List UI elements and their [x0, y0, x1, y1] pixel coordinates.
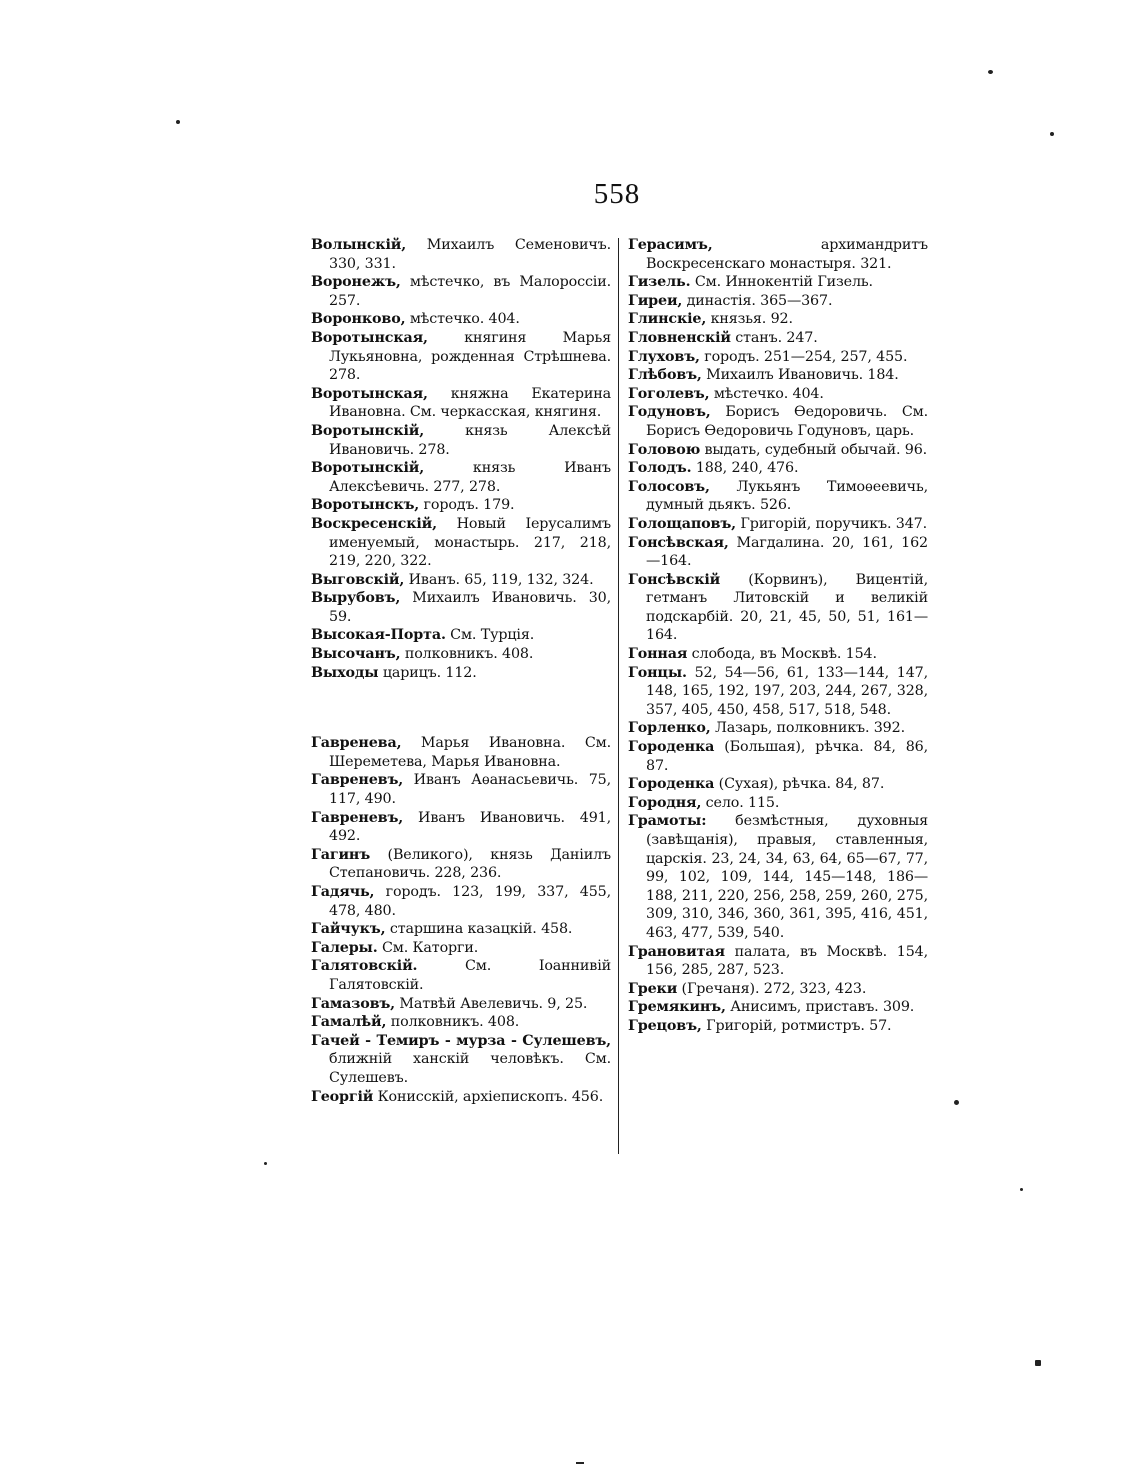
- index-headword: Георгій: [311, 1088, 374, 1105]
- index-entry-text: См. Каторги.: [377, 939, 479, 956]
- index-headword: Глинскіе,: [628, 311, 707, 328]
- index-entry-text: Лазарь, полковникъ. 392.: [710, 720, 905, 737]
- index-entry-text: царицъ. 112.: [378, 664, 477, 681]
- index-entry-text: Григорій, поручикъ. 347.: [736, 515, 928, 532]
- index-entry-text: городъ. 123, 199, 337, 455, 478, 480.: [329, 884, 611, 919]
- index-headword: Герасимъ,: [628, 237, 713, 253]
- index-entry: [628, 645, 928, 664]
- index-headword: Голощаповъ,: [628, 515, 736, 532]
- index-entry-text: городъ. 179.: [419, 497, 515, 514]
- index-entry: [628, 459, 928, 478]
- index-entry-text: Магдалина. 20, 161, 162—164.: [646, 534, 928, 570]
- index-entry-text: Иванъ Аѳанасьевичь. 75, 117, 490.: [329, 772, 611, 808]
- index-entry: [311, 589, 611, 626]
- index-headword: Городня,: [628, 794, 702, 811]
- index-entry: [628, 348, 928, 367]
- index-headword: Гоголевъ,: [628, 385, 710, 402]
- index-entry: [628, 738, 928, 775]
- index-headword: Воротынскъ,: [311, 497, 420, 514]
- index-entry-text: Лукьянъ Тимоѳеевичь, думный дьякъ. 526.: [646, 478, 928, 514]
- index-headword: Воротынская,: [311, 329, 428, 346]
- index-entry: [628, 664, 928, 720]
- index-entry-text: Конисскій, архіепископъ. 456.: [373, 1088, 604, 1105]
- index-entry-text: Анисимъ, приставъ. 309.: [725, 999, 915, 1016]
- index-entry-text: Григорій, ротмистръ. 57.: [701, 1017, 892, 1034]
- index-headword: Воротынскій,: [311, 460, 425, 477]
- index-headword: Годуновъ,: [628, 404, 711, 421]
- index-entry-text: княжна Екатерина Ивановна. См. черкасская, княгиня.: [329, 385, 611, 421]
- index-entry-text: 52, 54—56, 61, 133—144, 147, 148, 165, 192, 197, 203, 244, 267, 328, 357, 405, 450, 458, 517, 518, 548.: [646, 664, 928, 718]
- index-headword: Гагинъ: [311, 846, 371, 863]
- index-entry-text: архимандритъ Воскресенскаго монастыря. 321.: [646, 237, 928, 272]
- index-headword: Воскресенскій,: [311, 515, 437, 532]
- index-entry: [628, 534, 928, 571]
- index-entry: [311, 995, 611, 1014]
- index-headword: Волынскій,: [311, 237, 407, 253]
- index-entry-text: Михаилъ Семеновичъ. 330, 331.: [329, 237, 611, 272]
- scan-speck: [1050, 132, 1054, 136]
- index-entry-text: княгиня Марья Лукьяновна, рожденная Стрѣшнева. 278.: [329, 329, 611, 384]
- index-entry: [628, 943, 928, 980]
- index-entry: [628, 980, 928, 999]
- index-entry-text: полковникъ. 408.: [386, 1014, 520, 1031]
- index-entry: [311, 1032, 611, 1088]
- index-entry: [628, 719, 928, 738]
- index-headword: Воротынская,: [311, 385, 428, 402]
- index-headword: Городенка: [628, 739, 715, 756]
- index-entry-text: Иванъ Ивановичь. 491, 492.: [329, 809, 611, 845]
- index-headword: Городенка: [628, 776, 715, 793]
- index-entry: [628, 571, 928, 645]
- index-entry-text: мѣстечко, въ Малороссіи. 257.: [329, 274, 611, 309]
- index-headword: Гамазовъ,: [311, 995, 396, 1012]
- index-headword: Гонсѣвскій: [628, 571, 721, 588]
- index-entry-text: село. 115.: [701, 794, 780, 811]
- index-entry: [311, 273, 611, 310]
- index-entry-text: старшина казацкій. 458.: [385, 921, 573, 938]
- index-headword: Грецовъ,: [628, 1017, 702, 1034]
- page-number: 558: [593, 178, 641, 210]
- index-entry-text: Михаилъ Ивановичь. 30, 59.: [329, 590, 611, 625]
- index-headword: Гонцы.: [628, 664, 687, 681]
- index-headword: Воронково,: [311, 311, 406, 328]
- index-entry-text: См. Турція.: [445, 627, 535, 644]
- index-entry: [311, 626, 611, 645]
- index-entry-text: ближній ханскій человѣкъ. См. Сулешевъ.: [329, 1051, 611, 1086]
- index-headword: Головою: [628, 441, 701, 458]
- index-entry: [311, 771, 611, 808]
- index-headword: Гиреи,: [628, 292, 683, 309]
- index-headword: Галеры.: [311, 939, 378, 956]
- left-index-column: [311, 236, 611, 1106]
- index-entry: [628, 329, 928, 348]
- index-headword: Галятовскій.: [311, 958, 418, 975]
- index-entry-text: князь Алексѣй Ивановичь. 278.: [329, 422, 611, 458]
- index-headword: Вырубовъ,: [311, 590, 401, 607]
- index-entry: [311, 515, 611, 571]
- scan-speck: [954, 1100, 959, 1105]
- index-entry: [628, 310, 928, 329]
- index-entry: [311, 809, 611, 846]
- index-entry-text: Новый Іерусалимъ именуемый, монастырь. 217, 218, 219, 220, 322.: [329, 515, 611, 570]
- index-entry-text: См. Іоаннивій Галятовскій.: [329, 958, 611, 993]
- index-entry: [311, 236, 611, 273]
- index-headword: Грановитая: [628, 943, 725, 960]
- index-entry: [311, 734, 611, 771]
- index-headword: Гремякинъ,: [628, 999, 726, 1016]
- index-headword: Гавреневъ,: [311, 809, 404, 826]
- index-entry: [628, 292, 928, 311]
- scan-speck: [988, 70, 993, 74]
- index-entry: [628, 273, 928, 292]
- index-entry: [628, 998, 928, 1017]
- index-entry: [311, 645, 611, 664]
- index-entry: [311, 571, 611, 590]
- index-entry: [311, 957, 611, 994]
- index-entry-text: (Корвинъ), Вицентій, гетманъ Литовскій и великій подскарбій. 20, 21, 45, 50, 51, 161—164.: [646, 571, 928, 644]
- index-entry: [311, 939, 611, 958]
- index-entry: [628, 794, 928, 813]
- index-entry: [311, 385, 611, 422]
- index-entry: [628, 441, 928, 460]
- index-entry: [628, 1017, 928, 1036]
- index-entry: [628, 403, 928, 440]
- index-entry-text: безмѣстныя, духовныя (завѣщанія), правыя, ставленныя, царскія. 23, 24, 34, 63, 64, 65—67, 77, 99, 102, 109, 144, 145—148, 186—188, 211, 220, 256, 258, 259, 260, 275, 309, 310, 346, 360, 361, 395, 416, 451, 463, 477, 539, 540.: [646, 813, 928, 941]
- scan-speck: [576, 1462, 584, 1464]
- index-entry-text: (Гречаня). 272, 323, 423.: [677, 980, 867, 997]
- index-headword: Высокая-Порта.: [311, 627, 446, 644]
- index-entry-text: полковникъ. 408.: [400, 646, 534, 663]
- index-entry: [628, 478, 928, 515]
- index-headword: Гайчукъ,: [311, 921, 386, 938]
- index-entry: [311, 920, 611, 939]
- index-entry: [311, 329, 611, 385]
- index-entry: [628, 385, 928, 404]
- column-divider: [618, 238, 619, 1154]
- index-headword: Грамоты:: [628, 813, 707, 830]
- index-entry-text: династія. 365—367.: [682, 292, 833, 309]
- index-entry-text: Михаилъ Ивановичь. 184.: [701, 367, 899, 384]
- index-headword: Гавренева,: [311, 735, 402, 752]
- index-entry-text: (Великого), князь Даніилъ Степановичь. 228, 236.: [329, 846, 611, 882]
- index-entry: [311, 496, 611, 515]
- index-headword: Гадячь,: [311, 884, 375, 900]
- index-headword: Греки: [628, 980, 678, 997]
- index-headword: Гизель.: [628, 274, 691, 291]
- index-entry-text: палата, въ Москвѣ. 154, 156, 285, 287, 523.: [646, 943, 928, 979]
- index-entry-text: См. Иннокентій Гизель.: [690, 274, 873, 291]
- scan-speck: [176, 120, 180, 124]
- index-headword: Гонсѣвская,: [628, 534, 729, 551]
- index-entry-text: выдать, судебный обычай. 96.: [700, 441, 928, 458]
- index-entry-text: слобода, въ Москвѣ. 154.: [687, 646, 877, 663]
- index-entry-text: 188, 240, 476.: [691, 460, 799, 477]
- index-entry: [311, 1013, 611, 1032]
- index-entry-text: станъ. 247.: [730, 329, 818, 346]
- index-entry-text: князь Иванъ Алексѣевичь. 277, 278.: [329, 460, 611, 495]
- index-headword: Глѣбовъ,: [628, 367, 702, 384]
- index-entry-text: Марья Ивановна. См. Шереметева, Марья Ивановна.: [329, 735, 611, 770]
- index-entry: [628, 366, 928, 385]
- index-entry-text: городъ. 251—254, 257, 455.: [699, 348, 908, 365]
- index-entry-text: (Сухая), рѣчка. 84, 87.: [714, 776, 885, 793]
- index-headword: Гловненскій: [628, 329, 731, 346]
- index-headword: Выходы: [311, 664, 379, 681]
- index-headword: Горленко,: [628, 720, 711, 737]
- index-entry-text: князья. 92.: [706, 311, 793, 328]
- index-entry-text: (Большая), рѣчка. 84, 86, 87.: [646, 739, 928, 774]
- index-headword: Воротынскій,: [311, 422, 425, 439]
- index-entry-text: Иванъ. 65, 119, 132, 324.: [404, 571, 594, 588]
- index-entry: [311, 846, 611, 883]
- scan-speck: [1020, 1188, 1023, 1191]
- index-entry-text: Борисъ Ѳедоровичь. См. Борисъ Ѳедоровичь Годуновъ, царь.: [646, 404, 928, 439]
- index-entry: [311, 664, 611, 683]
- scan-speck: [1035, 1360, 1041, 1366]
- index-entry: [311, 459, 611, 496]
- right-index-column: [628, 236, 928, 1036]
- index-headword: Глуховъ,: [628, 348, 700, 365]
- scan-speck: [264, 1162, 267, 1165]
- index-entry-text: Матвѣй Авелевичь. 9, 25.: [395, 995, 588, 1012]
- index-entry: [311, 422, 611, 459]
- index-entry-text: мѣстечко. 404.: [709, 385, 824, 402]
- index-headword: Выговскій,: [311, 571, 405, 588]
- index-headword: Гонная: [628, 646, 688, 663]
- index-entry: [311, 883, 611, 920]
- index-headword: Воронежъ,: [311, 274, 401, 291]
- index-entry: [628, 812, 928, 942]
- index-headword: Высочанъ,: [311, 646, 401, 663]
- index-entry: [311, 1088, 611, 1107]
- section-gap: [311, 682, 611, 734]
- index-headword: Гамалѣй,: [311, 1014, 387, 1031]
- index-headword: Гачей - Темиръ - мурза - Сулешевъ,: [311, 1032, 611, 1049]
- index-headword: Гавреневъ,: [311, 772, 404, 789]
- index-headword: Голодъ.: [628, 460, 692, 477]
- index-headword: Голосовъ,: [628, 478, 710, 495]
- index-entry: [311, 310, 611, 329]
- index-entry: [628, 236, 928, 273]
- index-entry-text: мѣстечко. 404.: [405, 311, 520, 328]
- index-entry: [628, 775, 928, 794]
- index-entry: [628, 515, 928, 534]
